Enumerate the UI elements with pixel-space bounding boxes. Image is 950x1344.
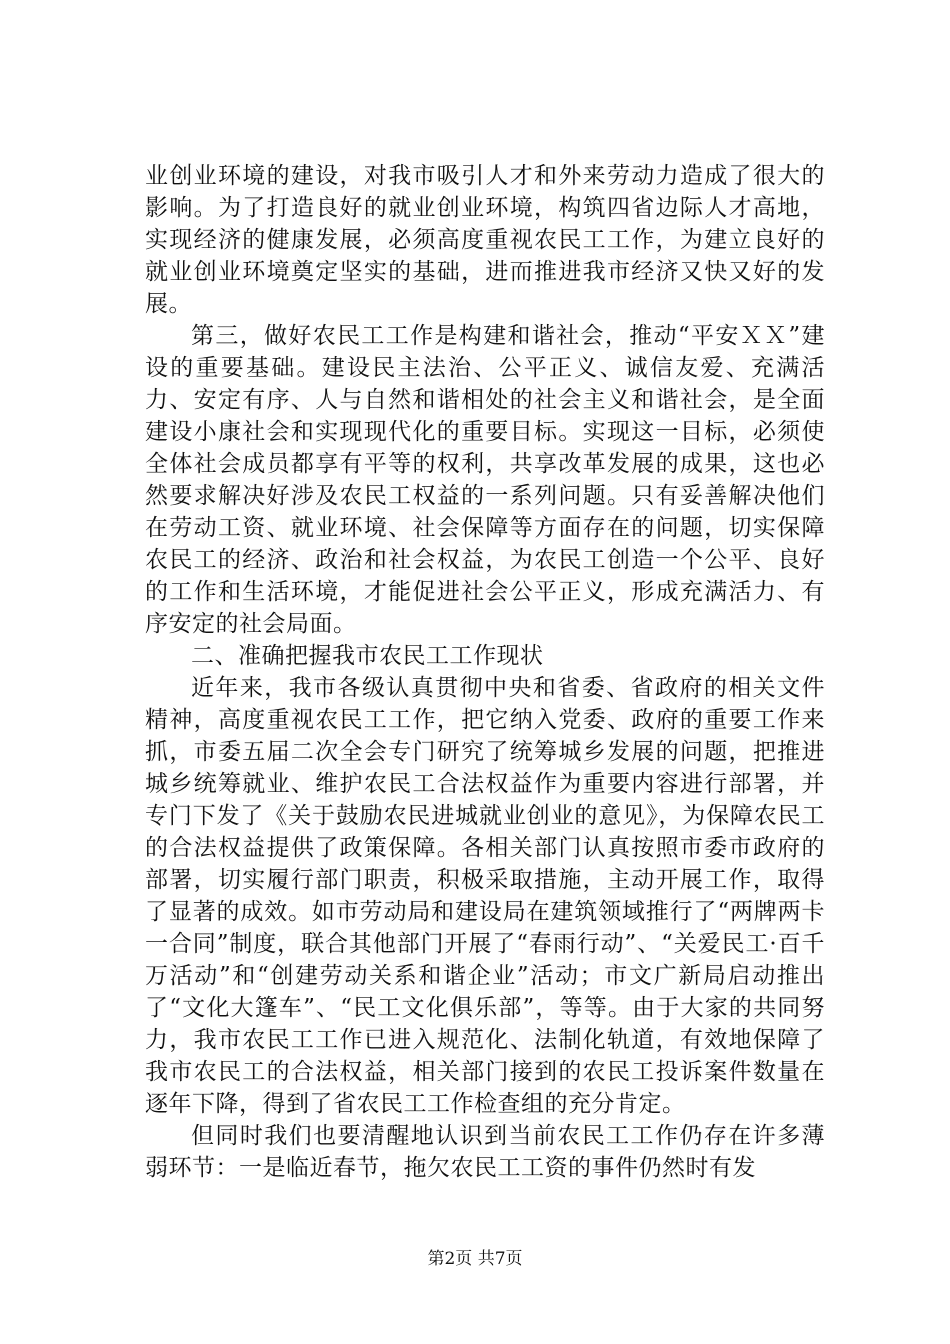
section-heading: 二、准确把握我市农民工工作现状: [191, 643, 544, 669]
paragraph-recent-years: 近年来，我市各级认真贯彻中央和省委、省政府的相关文件精神，高度重视农民工工作，把它纳入党委、政府的重要工作来抓，市委五届二次全会专门研究了统筹城乡发展的问题，把推进城乡统筹就业、维护农民工合法权益作为重要内容进行部署，并专门下发了《关于鼓励农民进城就业创业的意见》，为保障农民工的合法权益提供了政策保障。各相关部门认真按照市委市政府的部署，切实履行部门职责，积极采取措施，主动开展工作，取得了显著的成效。如市劳动局和建设局在建筑领域推行了“两牌两卡一合同”制度，联合其他部门开展了“春雨行动”、“关爱民工·百千万活动”和“创建劳动关系和谐企业”活动；市文广新局启动推出了“文化大篷车”、“民工文化俱乐部”，等等。由于大家的共同努力，我市农民工工作已进入规范化、法制化轨道，有效地保障了我市农民工的合法权益，相关部门接到的农民工投诉案件数量在逐年下降，得到了省农民工工作检查组的充分肯定。: [145, 675, 825, 1117]
paragraph-third-point: 第三，做好农民工工作是构建和谐社会，推动“平安ＸＸ”建设的重要基础。建设民主法治、公平正义、诚信友爱、充满活力、安定有序、人与自然和谐相处的社会主义和谐社会，是全面建设小康社会和实现现代化的重要目标。实现这一目标，必须使全体社会成员都享有平等的权利，共享改革发展的成果，这也必然要求解决好涉及农民工权益的一系列问题。只有妥善解决他们在劳动工资、就业环境、社会保障等方面存在的问题，切实保障农民工的经济、政治和社会权益，为农民工创造一个公平、良好的工作和生活环境，才能促进社会公平正义，形成充满活力、有序安定的社会局面。: [145, 323, 825, 637]
page-number-footer: 第2页 共7页: [427, 1249, 523, 1269]
paragraph-weak-links: 但同时我们也要清醒地认识到当前农民工工作仍存在许多薄弱环节：一是临近春节，拖欠农民工工资的事件仍然时有发: [145, 1123, 825, 1181]
paragraph-continuation: 业创业环境的建设，对我市吸引人才和外来劳动力造成了很大的影响。为了打造良好的就业创业环境，构筑四省边际人才高地，实现经济的健康发展，必须高度重视农民工工作，为建立良好的就业创业环境奠定坚实的基础，进而推进我市经济又快又好的发展。: [145, 163, 825, 317]
document-body: [145, 160, 825, 1184]
